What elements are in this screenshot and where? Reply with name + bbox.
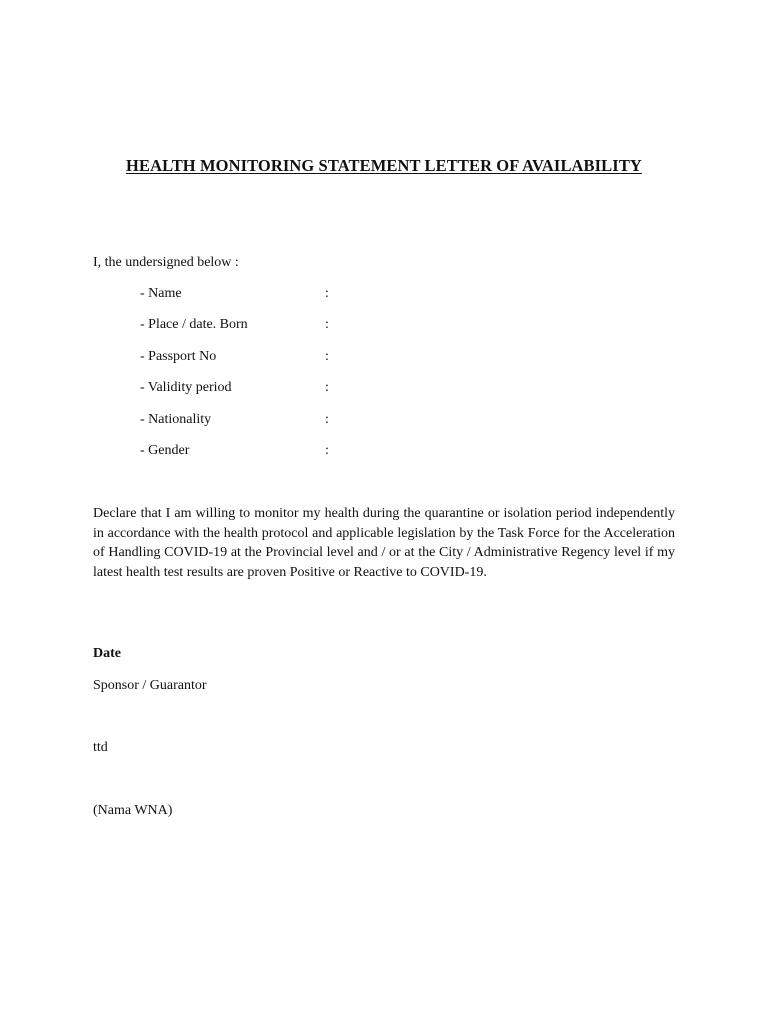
field-separator: :: [325, 411, 329, 427]
field-row-nationality: [140, 412, 400, 443]
field-separator: :: [325, 380, 329, 396]
field-label: - Name: [140, 286, 182, 301]
field-label: - Place / date. Born: [140, 317, 248, 333]
field-row-passport: [140, 349, 400, 380]
field-label: - Gender: [140, 442, 190, 458]
field-separator: :: [325, 442, 329, 458]
date-label: Date: [93, 646, 121, 661]
field-label: - Passport No: [140, 348, 217, 364]
sponsor-label: Sponsor / Guarantor: [93, 678, 207, 693]
field-row-birth: [140, 317, 400, 348]
field-row-name: [140, 286, 400, 317]
field-row-gender: [140, 443, 400, 474]
intro-text: I, the undersigned below :: [93, 255, 239, 270]
field-separator: :: [325, 286, 329, 301]
field-row-validity: [140, 380, 400, 411]
field-separator: :: [325, 348, 329, 364]
field-separator: :: [325, 317, 329, 333]
document-title: HEALTH MONITORING STATEMENT LETTER OF AVAILABILITY: [126, 156, 642, 175]
field-label: - Nationality: [140, 411, 212, 427]
field-label: - Validity period: [140, 380, 232, 396]
signature-label: ttd: [93, 740, 108, 755]
personal-details-list: [140, 286, 400, 474]
name-placeholder: (Nama WNA): [93, 803, 173, 818]
declaration-paragraph: Declare that I am willing to monitor my health during the quarantine or isolation period independently in accordance with the health protocol and applicable legislation by the Task Force for the Acceleration of Handling COVID-19 at the Provincial level and / or at the City / Administrative Regency level if my latest health test results are proven Positive or Reactive to COVID-19.: [93, 506, 675, 580]
